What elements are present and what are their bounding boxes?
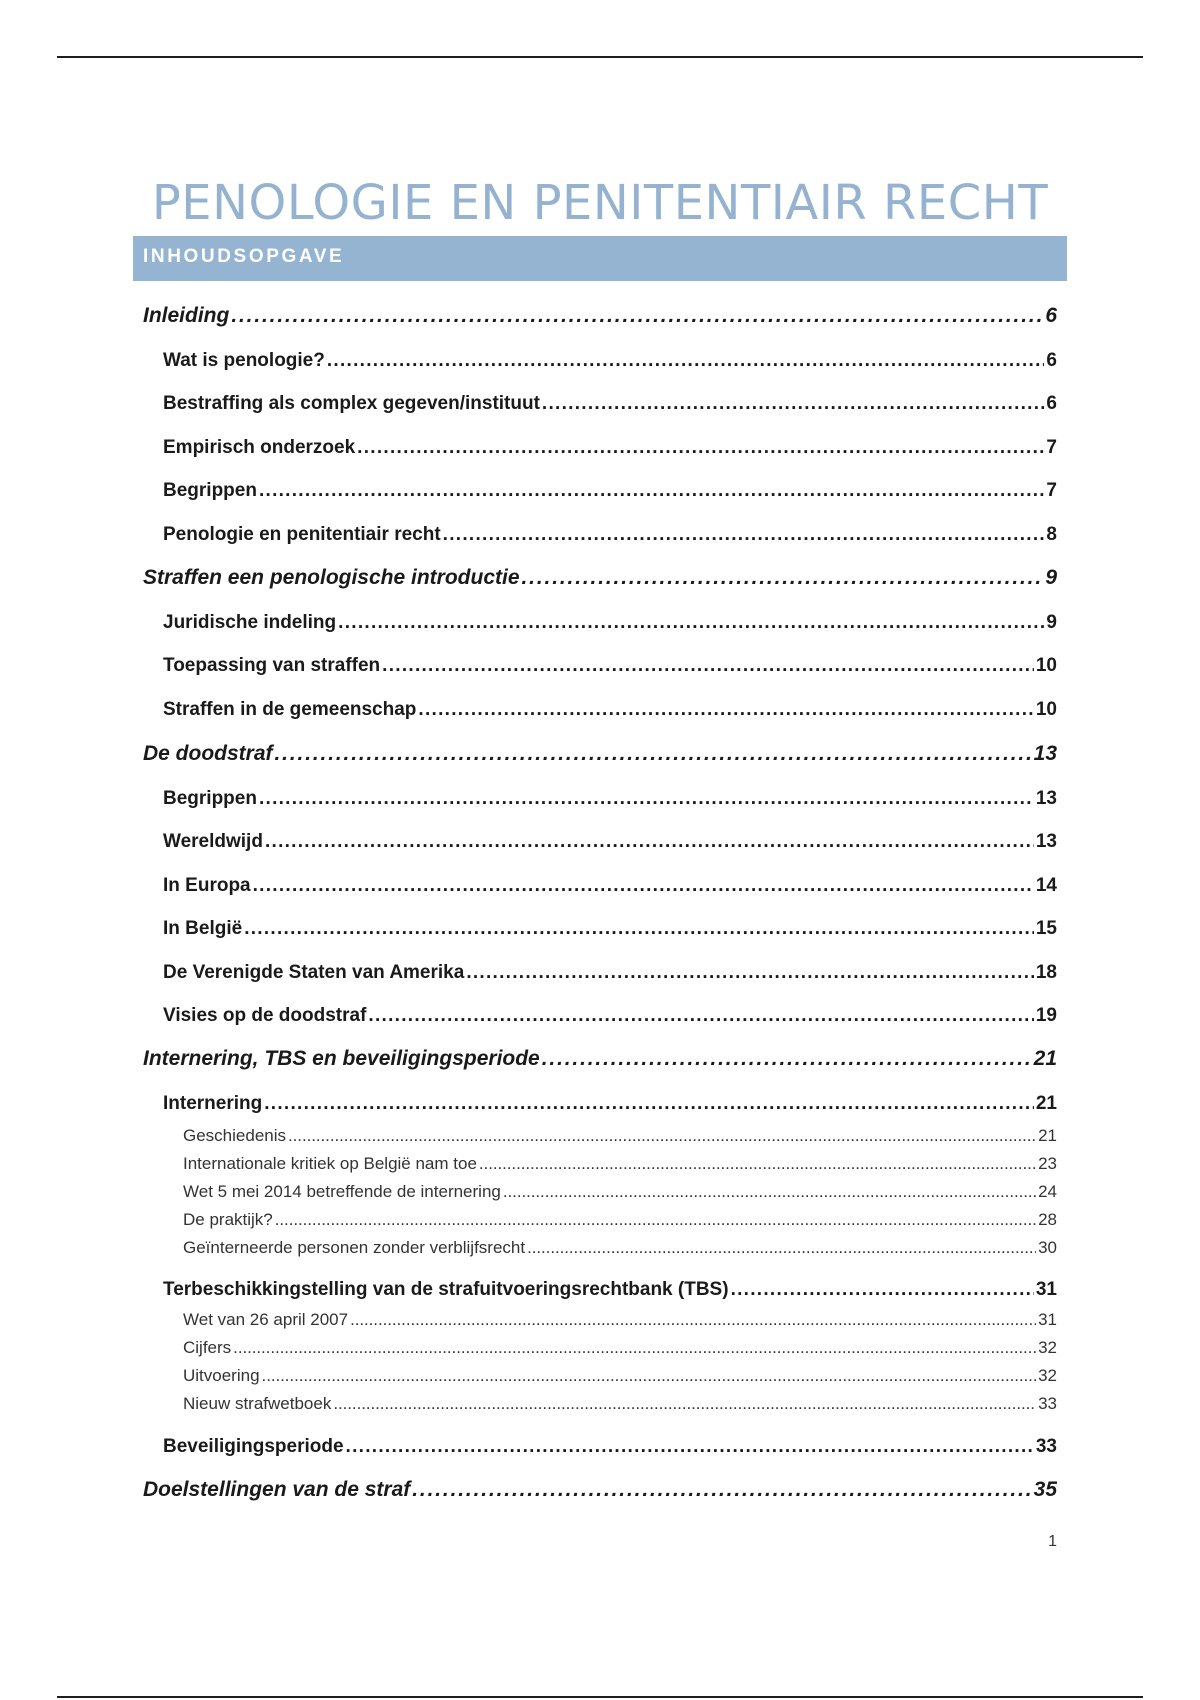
- toc-entry-page: 30: [1038, 1238, 1057, 1257]
- toc-entry-page: 28: [1038, 1210, 1057, 1229]
- toc-entry-label: Nieuw strafwetboek: [183, 1394, 332, 1413]
- toc-entry-page: 6: [1045, 304, 1057, 327]
- toc-entry[interactable]: [163, 918, 1057, 940]
- toc-entry-page: 10: [1035, 655, 1057, 676]
- toc-entry-label: Straffen in de gemeenschap: [163, 699, 417, 720]
- toc-entry[interactable]: [163, 1093, 1057, 1115]
- toc-entry[interactable]: [143, 1047, 1057, 1071]
- toc-entry-page: 24: [1038, 1182, 1057, 1201]
- toc-entry[interactable]: [163, 350, 1057, 372]
- toc-entry-page: 21: [1033, 1047, 1057, 1070]
- toc-entry-page: 13: [1035, 788, 1057, 809]
- toc-entry[interactable]: [163, 437, 1057, 459]
- toc-entry-label: Internering: [163, 1093, 263, 1114]
- toc-entry-label: Cijfers: [183, 1338, 232, 1357]
- toc-entry[interactable]: [183, 1366, 1057, 1386]
- toc-entry[interactable]: [183, 1394, 1057, 1414]
- toc-entry-page: 6: [1046, 393, 1057, 414]
- toc-entry[interactable]: [163, 1005, 1057, 1027]
- toc-entry[interactable]: [163, 831, 1057, 853]
- toc-entry-label: Terbeschikkingstelling van de strafuitvoeringsrechtbank (TBS): [163, 1279, 729, 1300]
- toc-entry[interactable]: [143, 1478, 1057, 1502]
- toc-entry-page: 21: [1035, 1093, 1057, 1114]
- toc-entry-label: Wat is penologie?: [163, 350, 325, 371]
- toc-entry-page: 7: [1046, 437, 1057, 458]
- toc-entry-label: In Europa: [163, 875, 251, 896]
- toc-entry-page: 7: [1046, 480, 1057, 501]
- toc-entry-page: 33: [1035, 1436, 1057, 1457]
- toc-entry-label: Begrippen: [163, 788, 257, 809]
- toc-entry-label: Penologie en penitentiair recht: [163, 524, 441, 545]
- toc-entry-label: In België: [163, 918, 243, 939]
- toc-entry-page: 31: [1038, 1310, 1057, 1329]
- toc-entry-page: 15: [1035, 918, 1057, 939]
- toc-entry[interactable]: [163, 524, 1057, 546]
- toc-entry[interactable]: [183, 1238, 1057, 1258]
- toc-entry-page: 35: [1033, 1478, 1057, 1501]
- toc-entry-page: 18: [1035, 962, 1057, 983]
- toc-entry-page: 32: [1038, 1366, 1057, 1385]
- toc-entry-page: 19: [1035, 1005, 1057, 1026]
- toc-entry-label: Beveiligingsperiode: [163, 1436, 344, 1457]
- toc-entry-label: De doodstraf: [143, 742, 273, 765]
- toc-entry[interactable]: [183, 1310, 1057, 1330]
- toc-entry-label: Uitvoering: [183, 1366, 260, 1385]
- toc-entry[interactable]: [163, 655, 1057, 677]
- toc-entry-page: 23: [1038, 1154, 1057, 1173]
- toc-entry-page: 13: [1033, 742, 1057, 765]
- toc-entry[interactable]: [163, 875, 1057, 897]
- toc-entry[interactable]: [143, 566, 1057, 590]
- toc-entry-label: Juridische indeling: [163, 612, 337, 633]
- toc-entry-page: 33: [1038, 1394, 1057, 1413]
- toc-entry[interactable]: [163, 393, 1057, 415]
- toc-entry[interactable]: [183, 1210, 1057, 1230]
- toc-entry[interactable]: [163, 1279, 1057, 1301]
- toc-entry-page: 10: [1035, 699, 1057, 720]
- toc-entry[interactable]: [183, 1154, 1057, 1174]
- toc-entry-page: 6: [1046, 350, 1057, 371]
- toc-entry[interactable]: [143, 742, 1057, 766]
- toc-entry-label: Wereldwijd: [163, 831, 263, 852]
- toc-entry-label: Inleiding: [143, 304, 230, 327]
- toc-entry-label: Internationale kritiek op België nam toe: [183, 1154, 477, 1173]
- toc-entry[interactable]: [163, 1436, 1057, 1458]
- bottom-rule: [57, 1696, 1143, 1698]
- toc-entry-label: Toepassing van straffen: [163, 655, 381, 676]
- toc-entry-label: Empirisch onderzoek: [163, 437, 356, 458]
- toc-entry-label: Wet van 26 april 2007: [183, 1310, 349, 1329]
- toc-entry-label: Doelstellingen van de straf: [143, 1478, 411, 1501]
- toc-entry-label: Straffen een penologische introductie: [143, 566, 520, 589]
- toc-entry-label: Bestraffing als complex gegeven/instituut: [163, 393, 540, 414]
- toc-entry-label: Visies op de doodstraf: [163, 1005, 367, 1026]
- toc-entry-page: 31: [1035, 1279, 1057, 1300]
- toc-entry[interactable]: [143, 304, 1057, 328]
- toc-entry-page: 32: [1038, 1338, 1057, 1357]
- toc-entry-label: De Verenigde Staten van Amerika: [163, 962, 465, 983]
- toc-entry-label: Internering, TBS en beveiligingsperiode: [143, 1047, 540, 1070]
- toc-entry-page: 14: [1035, 875, 1057, 896]
- toc-entry[interactable]: [163, 699, 1057, 721]
- page-title: PENOLOGIE EN PENITENTIAIR RECHT: [151, 175, 1049, 232]
- toc-entry-page: 21: [1038, 1126, 1057, 1145]
- toc-entry-page: 9: [1045, 566, 1057, 589]
- toc-entry-label: De praktijk?: [183, 1210, 273, 1229]
- toc-entry[interactable]: [183, 1182, 1057, 1202]
- toc-entry-label: Wet 5 mei 2014 betreffende de internering: [183, 1182, 501, 1201]
- toc-entry-page: 9: [1046, 612, 1057, 633]
- toc-entry[interactable]: [163, 788, 1057, 810]
- toc-entry-label: Geïnterneerde personen zonder verblijfsrecht: [183, 1238, 526, 1257]
- toc-entry[interactable]: [163, 480, 1057, 502]
- toc-entry-page: 13: [1035, 831, 1057, 852]
- toc-entry[interactable]: [183, 1126, 1057, 1146]
- toc-heading: INHOUDSOPGAVE: [143, 246, 345, 267]
- page-number: 1: [1048, 1533, 1057, 1550]
- toc-entry[interactable]: [183, 1338, 1057, 1358]
- toc-entry-page: 8: [1046, 524, 1057, 545]
- toc-entry-label: Begrippen: [163, 480, 257, 501]
- toc-entry-label: Geschiedenis: [183, 1126, 287, 1145]
- toc-entry[interactable]: [163, 612, 1057, 634]
- toc-entry[interactable]: [163, 962, 1057, 984]
